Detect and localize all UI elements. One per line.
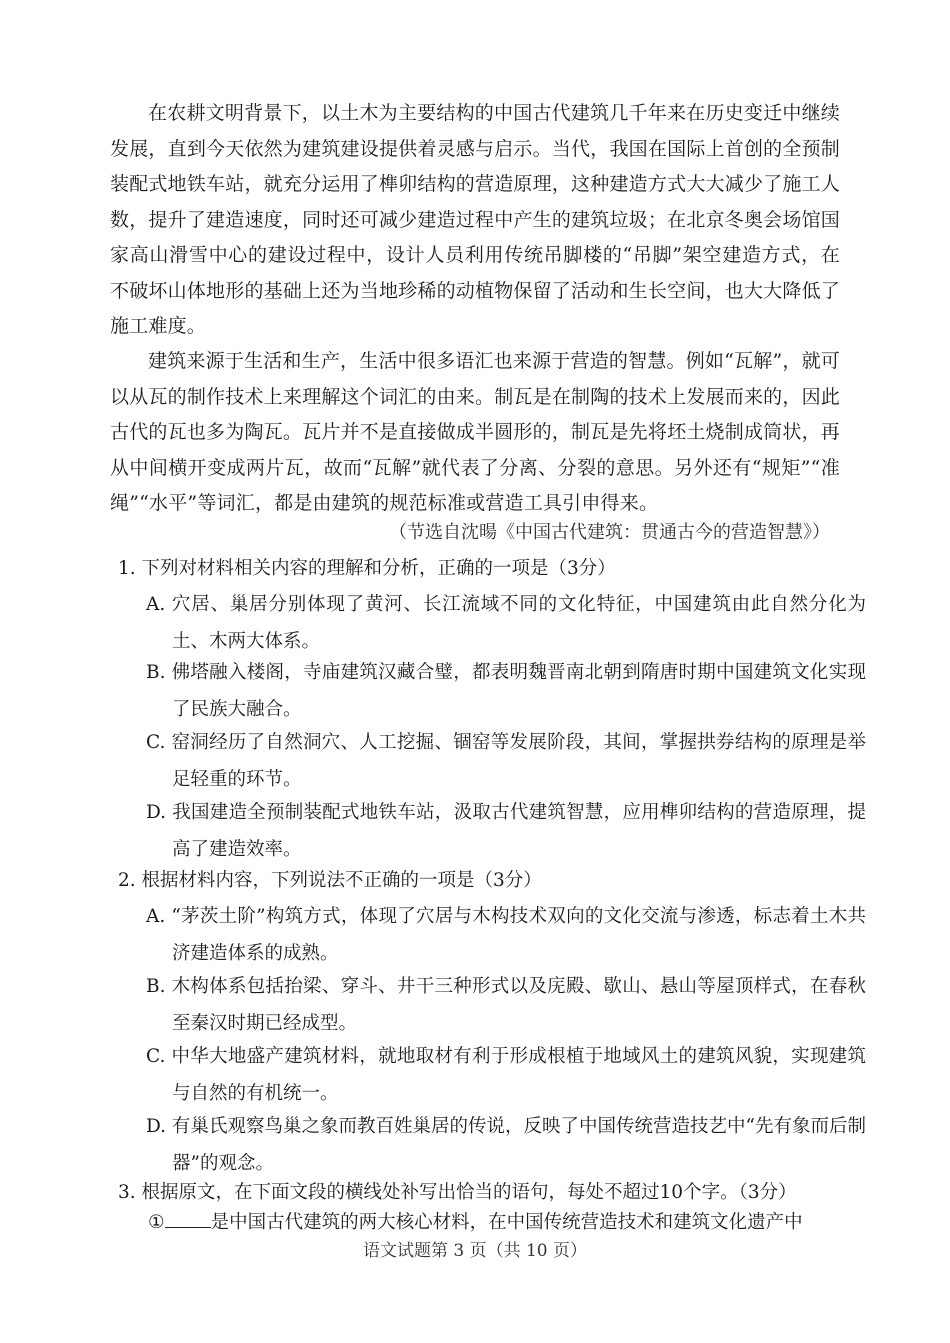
question-3-stem: 3. 根据原文，在下面文段的横线处补写出恰当的语句，每处不超过10个字。（3分） [118, 1182, 797, 1203]
question-3-fill-line [148, 1208, 848, 1238]
passage-paragraph-1: 在农耕文明背景下，以土木为主要结构的中国古代建筑几千年来在历史变迁中继续发展，直到今天依然为建筑建设提供着灵感与启示。当代，我国在国际上首创的全预制装配式地铁车站，就充分运用了榫卯结构的营造原理，这种建造方式大大减少了施工人数，提升了建造速度，同时还可减少建造过程中产生的建筑垃圾；在北京冬奥会场馆国家高山滑雪中心的建设过程中，设计人员利用传统吊脚楼的“吊脚”架空建造方式，在不破坏山体地形的基础上还为当地珍稀的动植物保留了活动和生长空间，也大大降低了施工难度。 [110, 102, 840, 337]
passage-paragraph-2: 建筑来源于生活和生产，生活中很多语汇也来源于营造的智慧。例如“瓦解”，就可以从瓦的制作技术上来理解这个词汇的由来。制瓦是在制陶的技术上发展而来的，因此古代的瓦也多为陶瓦。瓦片并不是直接做成半圆形的，制瓦是先将坯土烧制成筒状，再从中间横开变成两片瓦，故而“瓦解”就代表了分离、分裂的意思。另外还有“规矩”“准绳”“水平”等词汇，都是由建筑的规范标准或营造工具引申得来。 [110, 350, 840, 514]
question-1-option-b: B. 佛塔融入楼阁，寺庙建筑汉藏合璧，都表明魏晋南北朝到隋唐时期中国建筑文化实现了民族大融合。 [146, 662, 866, 720]
question-2-option-d: D. 有巢氏观察鸟巢之象而教百姓巢居的传说，反映了中国传统营造技艺中“先有象而后制器”的观念。 [146, 1116, 866, 1174]
fill-blank[interactable] [165, 1209, 211, 1228]
fill-blank-number: ① [148, 1212, 165, 1233]
question-1-option-d: D. 我国建造全预制装配式地铁车站，汲取古代建筑智慧，应用榫卯结构的营造原理，提高了建造效率。 [146, 802, 866, 860]
question-1-option-c: C. 窑洞经历了自然洞穴、人工挖掘、锢窑等发展阶段，其间，掌握拱券结构的原理是举足轻重的环节。 [146, 732, 866, 790]
page-footer: 语文试题第 3 页（共 10 页） [362, 1241, 588, 1261]
passage-source: （节选自沈暘《中国古代建筑：贯通古今的营造智慧》） [389, 522, 830, 543]
question-2-stem: 2. 根据材料内容，下列说法不正确的一项是（3分） [118, 870, 542, 891]
question-2-option-c: C. 中华大地盛产建筑材料，就地取材有利于形成根植于地域风土的建筑风貌，实现建筑与自然的有机统一。 [146, 1046, 866, 1104]
question-1-stem: 1. 下列对材料相关内容的理解和分析，正确的一项是（3分） [118, 558, 616, 579]
question-2-option-a: A. “茅茨土阶”构筑方式，体现了穴居与木构技术双向的文化交流与渗透，标志着土木共济建造体系的成熟。 [146, 906, 866, 964]
fill-blank-text: 是中国古代建筑的两大核心材料，在中国传统营造技术和建筑文化遗产中 [210, 1212, 803, 1233]
question-1-option-a: A. 穴居、巢居分别体现了黄河、长江流域不同的文化特征，中国建筑由此自然分化为土、木两大体系。 [146, 594, 866, 652]
question-2-option-b: B. 木构体系包括抬梁、穿斗、井干三种形式以及庑殿、歇山、悬山等屋顶样式，在春秋至秦汉时期已经成型。 [146, 976, 866, 1034]
